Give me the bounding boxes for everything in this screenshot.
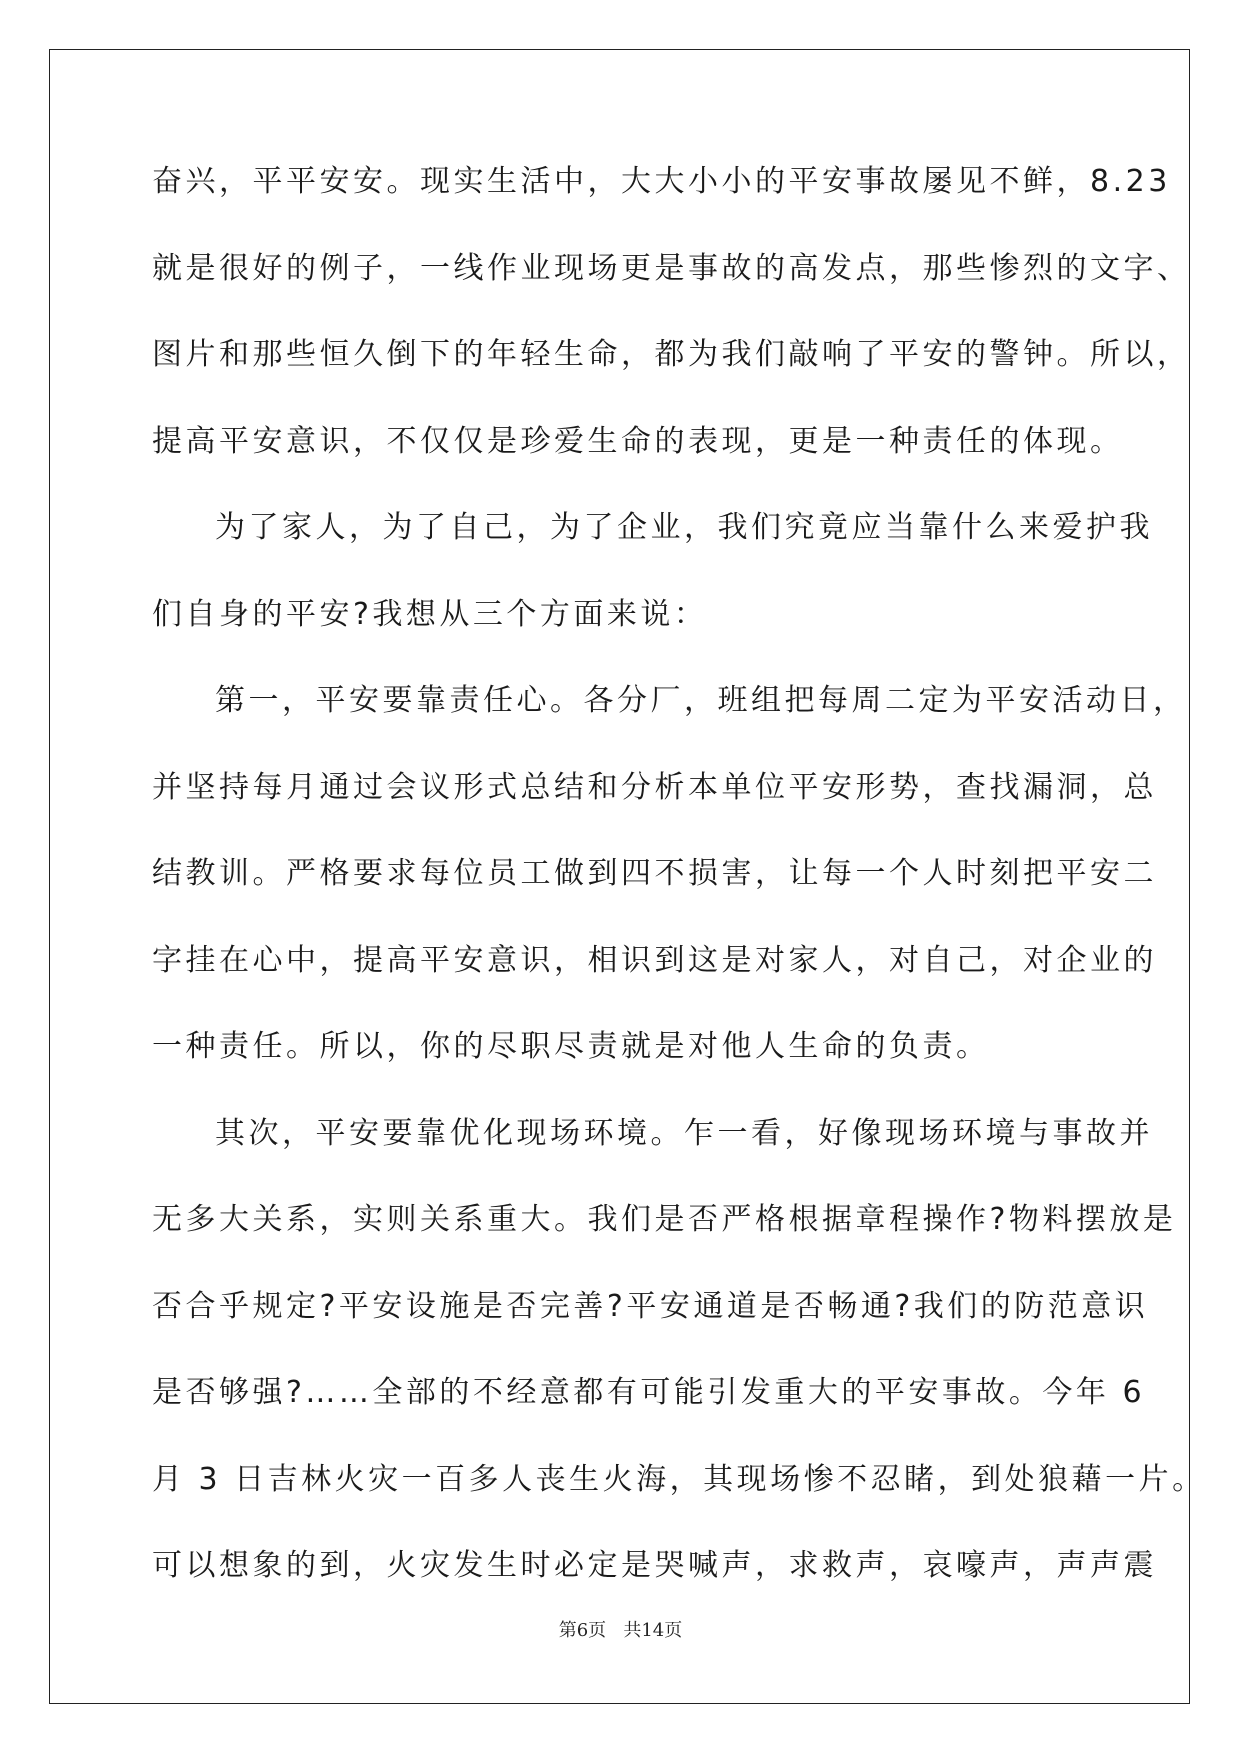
text-line: 奋兴，平平安安。现实生活中，大大小小的平安事故屡见不鲜，8.23 [152, 164, 1171, 199]
text-line: 就是很好的例子，一线作业现场更是事故的高发点，那些惨烈的文字、 [152, 250, 1191, 286]
text-line: 们自身的平安?我想从三个方面来说： [152, 596, 708, 632]
text-line: 提高平安意识，不仅仅是珍爱生命的表现，更是一种责任的体现。 [152, 423, 1124, 459]
text-line: 字挂在心中，提高平安意识，相识到这是对家人，对自己，对企业的 [152, 942, 1157, 978]
text-line: 月 3 日吉林火灾一百多人丧生火海，其现场惨不忍睹，到处狼藉一片。 [152, 1461, 1206, 1497]
text-line: 一种责任。所以，你的尽职尽责就是对他人生命的负责。 [152, 1029, 990, 1064]
text-line: 结教训。严格要求每位员工做到四不损害，让每一个人时刻把平安二 [152, 856, 1157, 891]
text-line: 无多大关系，实则关系重大。我们是否严格根据章程操作?物料摆放是 [152, 1202, 1177, 1237]
document-body [152, 162, 1206, 1633]
paragraph-start-line: 第一，平安要靠责任心。各分厂，班组把每周二定为平安活动日， [215, 683, 1187, 718]
text-line: 并坚持每月通过会议形式总结和分析本单位平安形势，查找漏洞，总 [152, 769, 1157, 805]
page-number-footer: 第6页 共14页 [558, 1620, 683, 1641]
text-line: 图片和那些恒久倒下的年轻生命，都为我们敲响了平安的警钟。所以， [152, 337, 1191, 372]
text-line: 是否够强?……全部的不经意都有可能引发重大的平安事故。今年 6 [152, 1375, 1146, 1410]
text-line: 否合乎规定?平安设施是否完善?平安通道是否畅通?我们的防范意识 [152, 1288, 1149, 1324]
paragraph-start-line: 为了家人，为了自己，为了企业，我们究竟应当靠什么来爱护我 [215, 510, 1153, 545]
text-line: 可以想象的到，火灾发生时必定是哭喊声，求救声，哀嚎声，声声震 [152, 1548, 1157, 1583]
paragraph-start-line: 其次，平安要靠优化现场环境。乍一看，好像现场环境与事故并 [215, 1115, 1153, 1151]
